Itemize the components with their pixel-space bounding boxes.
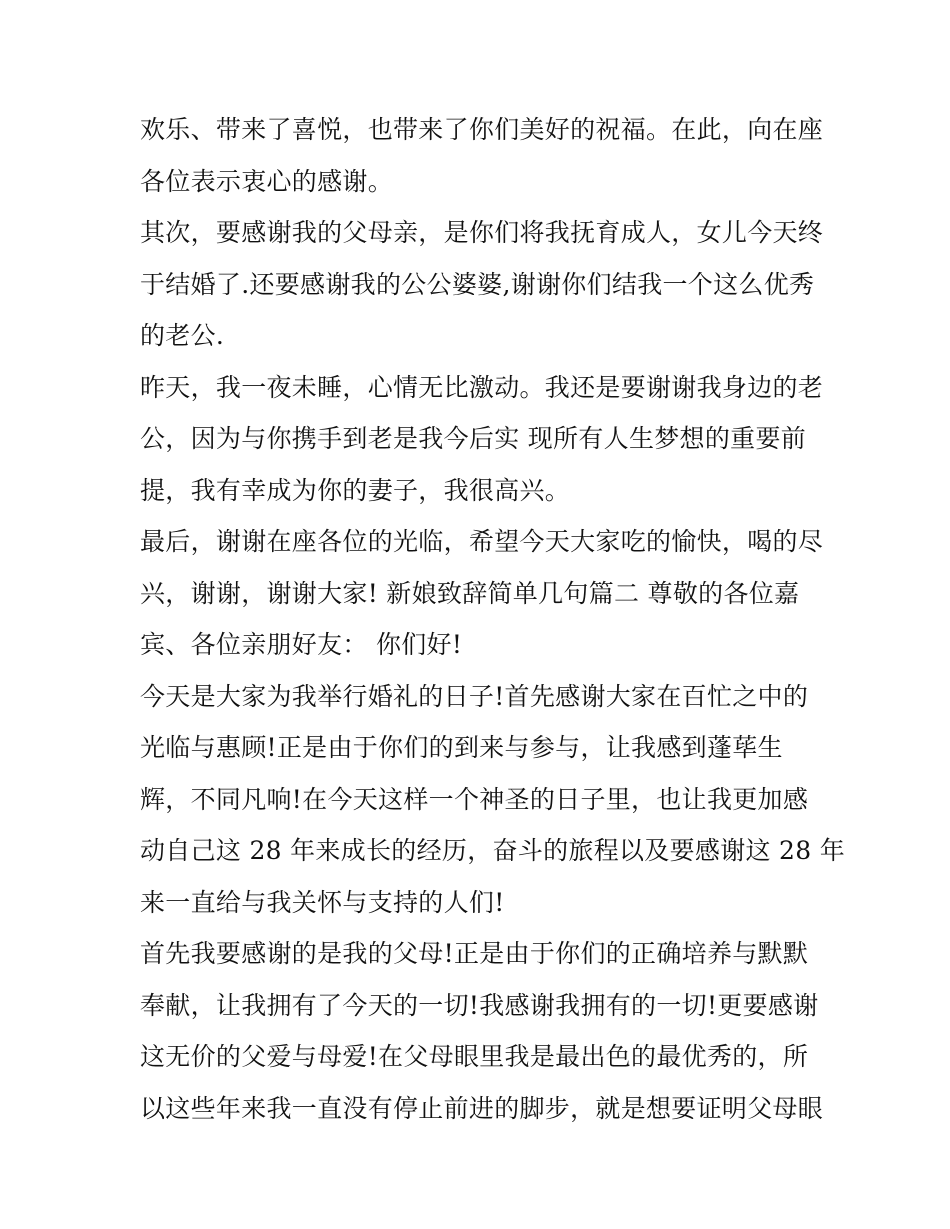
text-line: 欢乐、带来了喜悦，也带来了你们美好的祝福。在此，向在座 <box>140 115 824 144</box>
text-line: 动自己这 28 年来成长的经历，奋斗的旅程以及要感谢这 28 年 <box>140 836 846 865</box>
text-line: 昨天，我一夜未睡，心情无比激动。我还是要谢谢我身边的老 <box>140 372 824 402</box>
text-line: 来一直给与我关怀与支持的人们! <box>140 887 505 917</box>
document-body <box>140 104 846 1134</box>
text-line: 今天是大家为我举行婚礼的日子!首先感谢大家在百忙之中的 <box>140 681 809 711</box>
text-line: 于结婚了.还要感谢我的公公婆婆,谢谢你们结我一个这么优秀 <box>140 269 815 299</box>
text-line: 宾、各位亲朋好友： 你们好! <box>140 630 463 659</box>
text-line: 首先我要感谢的是我的父母!正是由于你们的正确培养与默默 <box>140 939 809 968</box>
text-line: 兴，谢谢，谢谢大家! 新娘致辞简单几句篇二 尊敬的各位嘉 <box>140 578 800 608</box>
text-line: 最后，谢谢在座各位的光临，希望今天大家吃的愉快，喝的尽 <box>140 527 824 556</box>
text-line: 奉献，让我拥有了今天的一切!我感谢我拥有的一切!更要感谢 <box>140 990 819 1020</box>
text-line: 各位表示衷心的感谢。 <box>140 166 394 196</box>
text-line: 以这些年来我一直没有停止前进的脚步，就是想要证明父母眼 <box>140 1093 824 1123</box>
text-line: 公，因为与你携手到老是我今后实 现所有人生梦想的重要前 <box>140 424 807 453</box>
text-line: 这无价的父爱与母爱!在父母眼里我是最出色的最优秀的，所 <box>140 1042 809 1071</box>
text-line: 的老公. <box>140 321 225 350</box>
text-line: 提，我有幸成为你的妻子，我很高兴。 <box>140 475 571 505</box>
text-line: 辉，不同凡响!在今天这样一个神圣的日子里，也让我更加感 <box>140 784 809 814</box>
text-line: 其次，要感谢我的父母亲，是你们将我抚育成人，女儿今天终 <box>140 218 824 247</box>
text-line: 光临与惠顾!正是由于你们的到来与参与，让我感到蓬荜生 <box>140 733 783 762</box>
